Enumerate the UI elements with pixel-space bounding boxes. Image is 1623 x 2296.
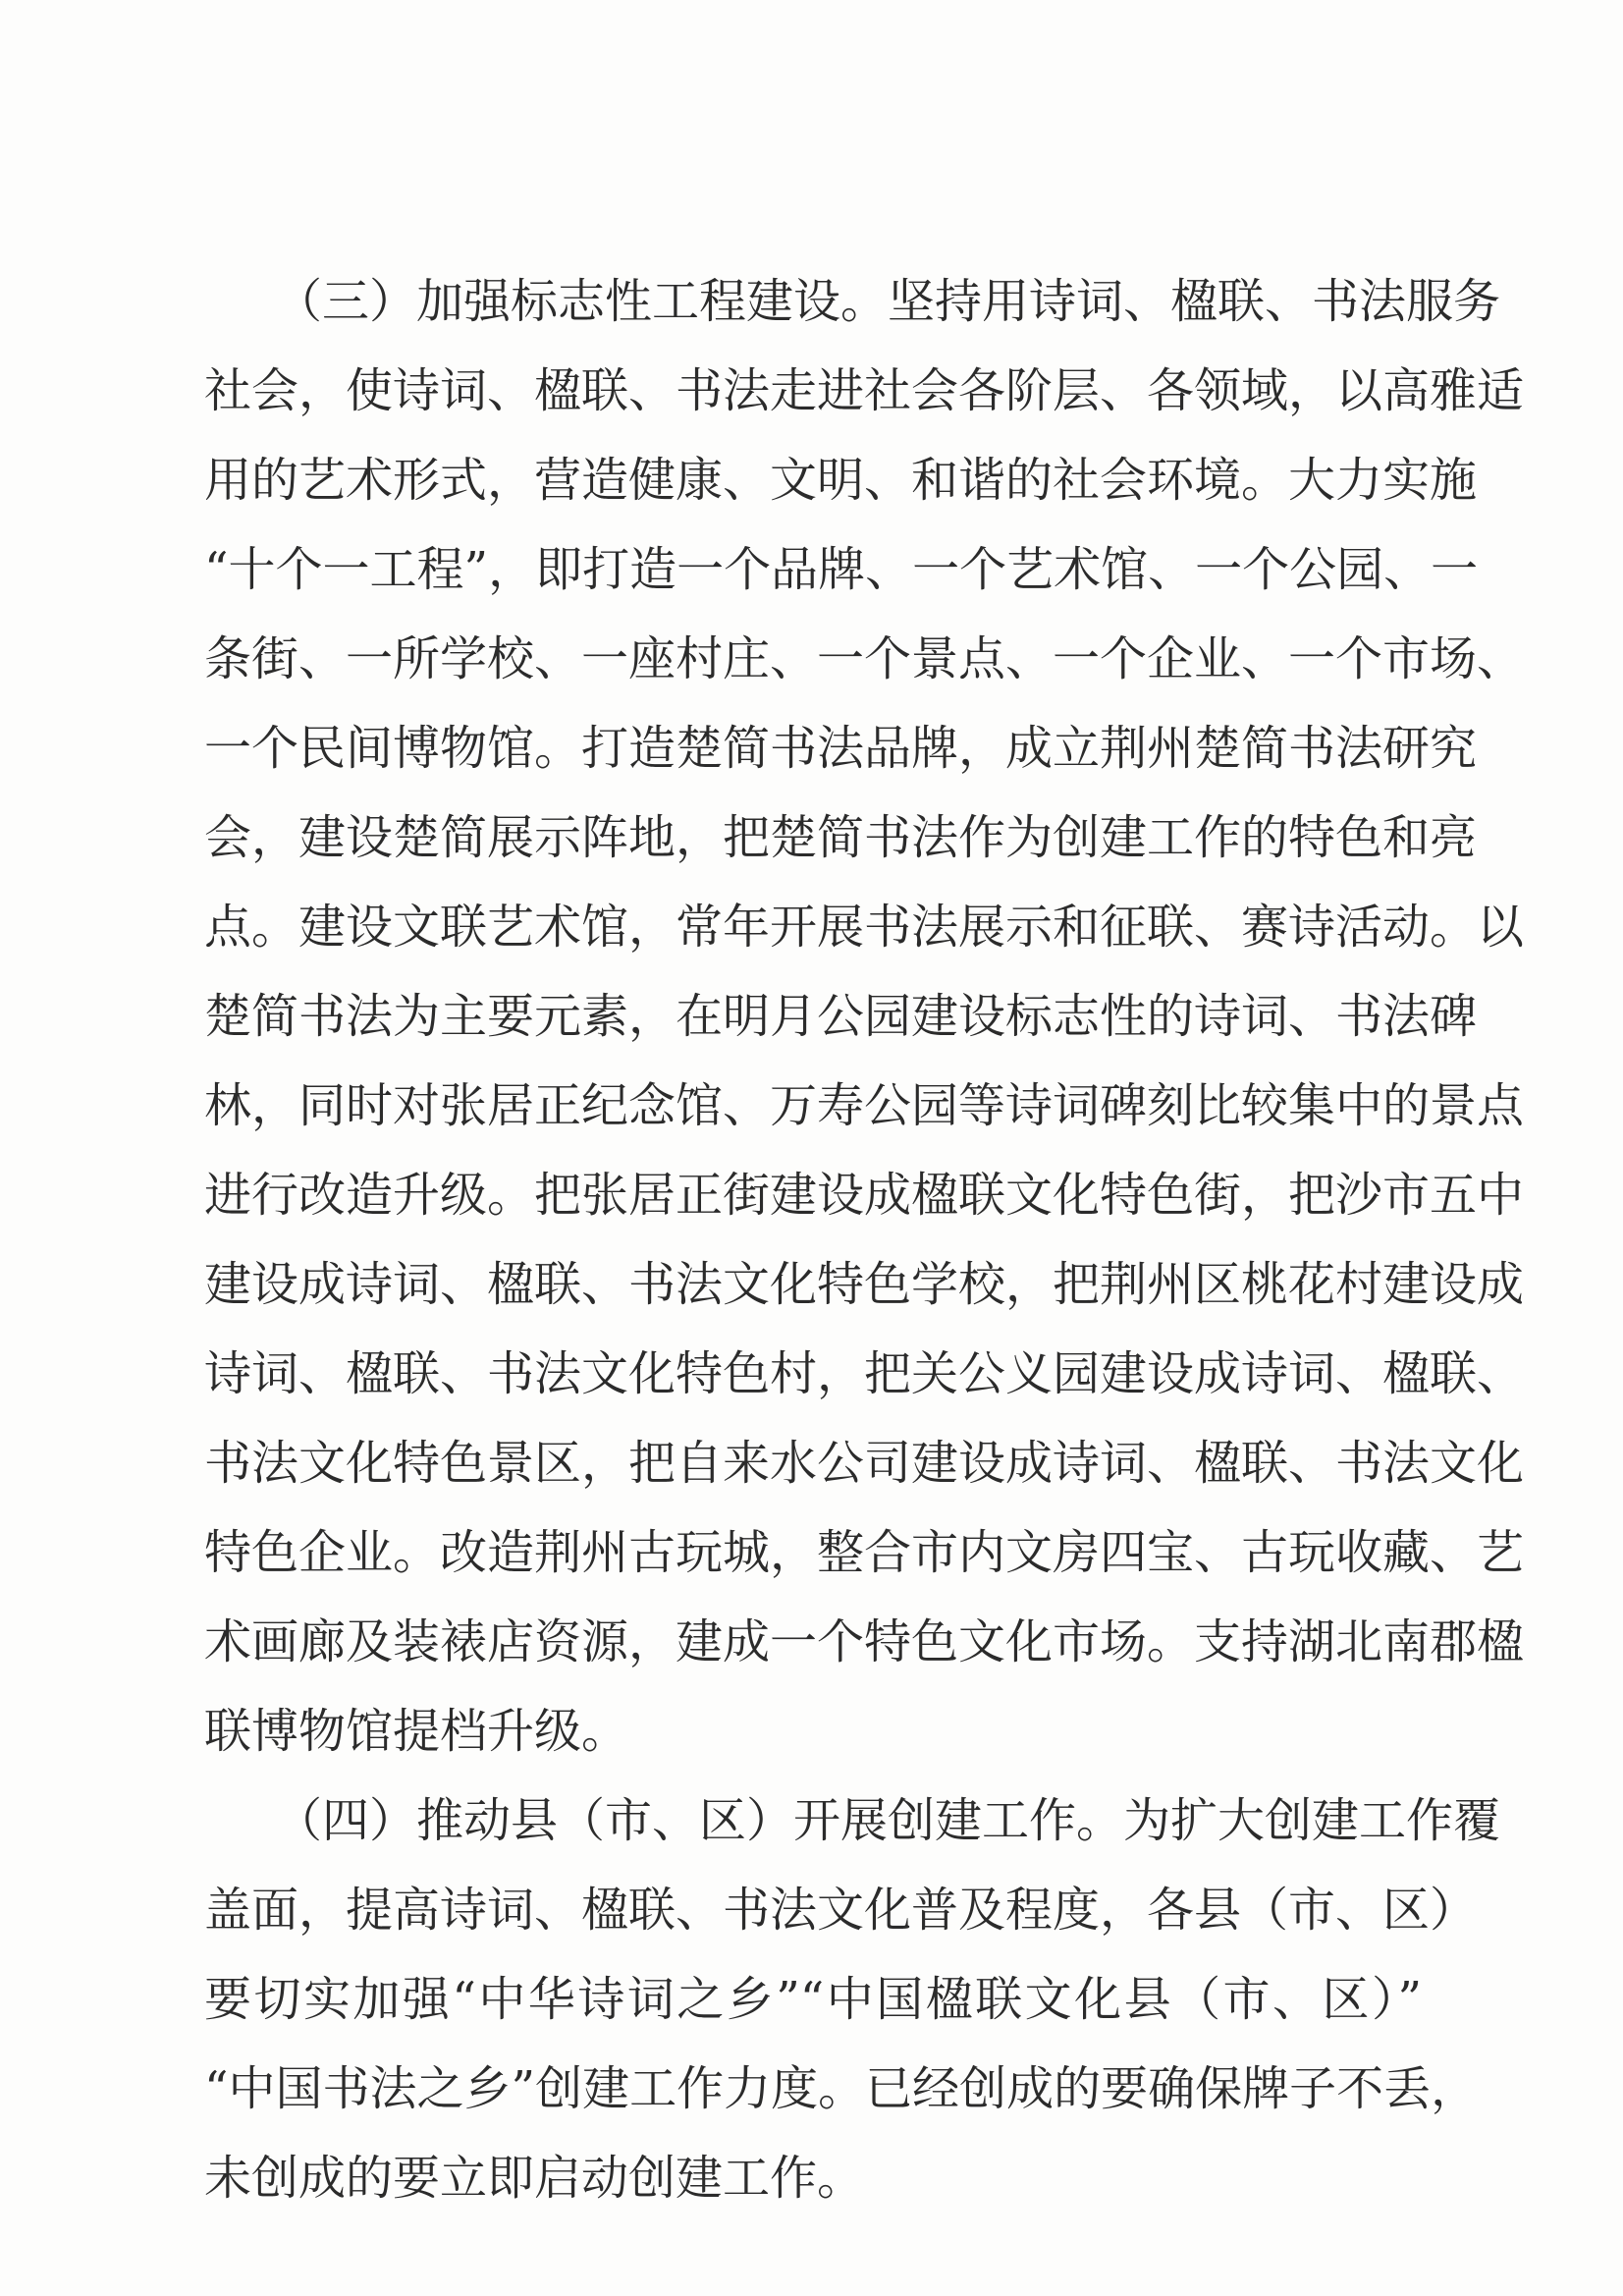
- text-line: 术画廊及装裱店资源，建成一个特色文化市场。支持湖北南郡楹: [204, 1614, 1525, 1669]
- document-body: [204, 257, 1525, 2223]
- text-line: 盖面，提高诗词、楹联、书法文化普及程度，各县（市、区）: [204, 1883, 1478, 1938]
- paragraph-section-4: [204, 1777, 1501, 2223]
- text-line: 条街、一所学校、一座村庄、一个景点、一个企业、一个市场、: [204, 631, 1525, 686]
- text-line: “中国书法之乡”创建工作力度。已经创成的要确保牌子不丢，: [204, 2061, 1479, 2116]
- text-line: 书法文化特色景区，把自来水公司建设成诗词、楹联、书法文化: [204, 1436, 1525, 1491]
- text-line: 诗词、楹联、书法文化特色村，把关公义园建设成诗词、楹联、: [204, 1346, 1525, 1401]
- paragraph-section-3: [204, 257, 1525, 1777]
- text-line: “十个一工程”，即打造一个品牌、一个艺术馆、一个公园、一: [204, 542, 1479, 597]
- text-line: 要切实加强“中华诗词之乡”“中国楹联文化县（市、区）”: [204, 1972, 1422, 2027]
- text-line: 点。建设文联艺术馆，常年开展书法展示和征联、赛诗活动。以: [204, 900, 1525, 955]
- text-line: （三）加强标志性工程建设。坚持用诗词、楹联、书法服务: [275, 274, 1501, 329]
- text-line: 建设成诗词、楹联、书法文化特色学校，把荆州区桃花村建设成: [204, 1257, 1525, 1312]
- text-line: 进行改造升级。把张居正街建设成楹联文化特色街，把沙市五中: [204, 1168, 1525, 1223]
- text-line: 特色企业。改造荆州古玩城，整合市内文房四宝、古玩收藏、艺: [204, 1525, 1525, 1580]
- text-line: 联博物馆提档升级。: [204, 1704, 629, 1759]
- text-line: （四）推动县（市、区）开展创建工作。为扩大创建工作覆: [275, 1793, 1501, 1848]
- text-line: 用的艺术形式，营造健康、文明、和谐的社会环境。大力实施: [204, 453, 1478, 508]
- text-line: 社会，使诗词、楹联、书法走进社会各阶层、各领域，以高雅适: [204, 363, 1525, 418]
- text-line: 未创成的要立即启动创建工作。: [204, 2151, 865, 2206]
- text-line: 林，同时对张居正纪念馆、万寿公园等诗词碑刻比较集中的景点: [204, 1078, 1525, 1133]
- text-line: 楚简书法为主要元素，在明月公园建设标志性的诗词、书法碑: [204, 989, 1478, 1044]
- text-line: 会，建设楚简展示阵地，把楚简书法作为创建工作的特色和亮: [204, 810, 1478, 865]
- text-line: 一个民间博物馆。打造楚简书法品牌，成立荆州楚简书法研究: [204, 721, 1478, 776]
